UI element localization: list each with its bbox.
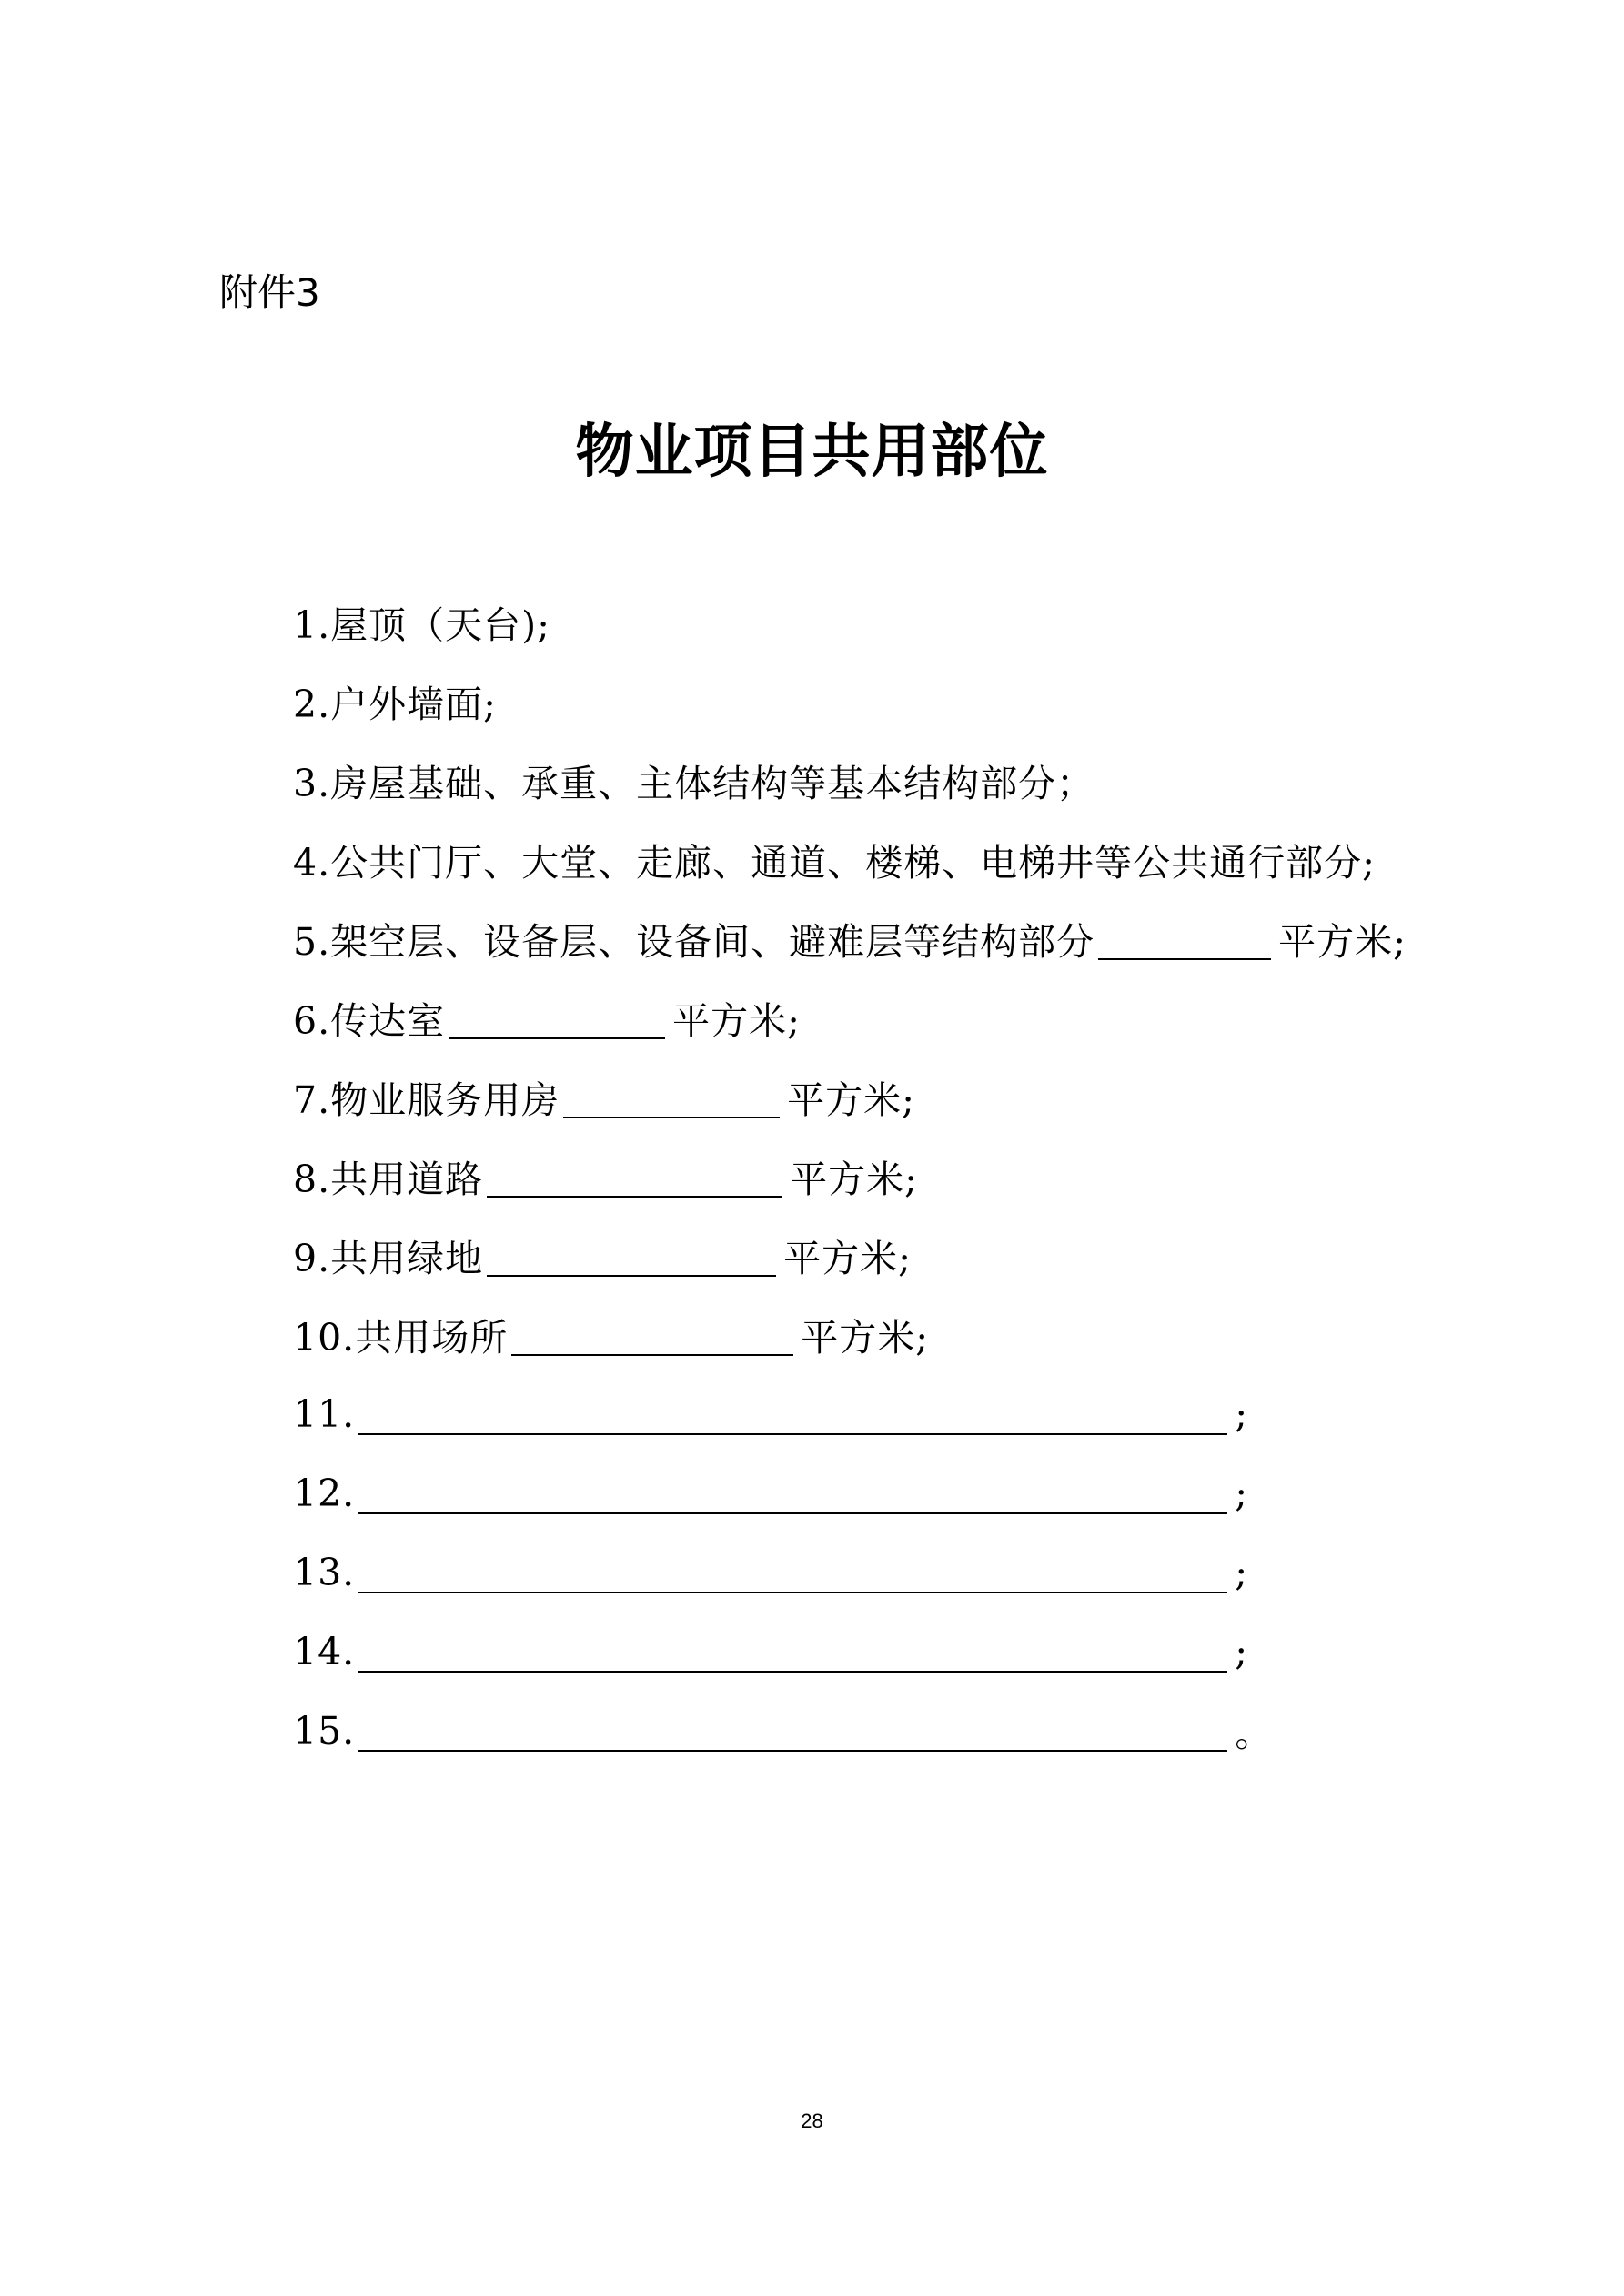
item-text: 1.屋顶（天台); [293,603,550,647]
list-item-blank-13 [293,1532,1476,1612]
item-prefix: 10.共用场所 [293,1316,509,1360]
item-text: 2.户外墙面; [293,683,497,726]
page-number: 28 [801,2109,823,2132]
blank-line [358,1552,1227,1593]
item-suffix: 平方米; [801,1316,930,1360]
item-prefix: 13. [293,1550,356,1594]
item-prefix: 12. [293,1471,356,1515]
item-list [293,582,1476,1770]
item-suffix: 平方米; [787,1078,915,1122]
list-item-overhead-floor [293,899,1476,978]
list-item-shared-green [293,1216,1476,1295]
item-prefix: 14. [293,1629,356,1674]
attachment-label: 附件3 [219,270,320,315]
area-blank-line [563,1077,780,1118]
item-prefix: 8.共用道路 [293,1158,484,1201]
list-item-roof [293,582,1476,662]
item-suffix: ; [1235,1550,1249,1594]
area-blank-line [511,1314,793,1356]
list-item-blank-12 [293,1453,1476,1532]
item-prefix: 5.架空层、设备层、设备间、避难层等结构部分 [293,920,1095,964]
list-item-shared-road [293,1137,1476,1216]
item-text: 3.房屋基础、承重、主体结构等基本结构部分； [293,762,1095,805]
list-item-blank-15 [293,1691,1476,1770]
item-suffix: 平方米; [790,1158,918,1201]
item-prefix: 7.物业服务用房 [293,1078,560,1122]
item-prefix: 9.共用绿地 [293,1237,484,1280]
list-item-reception-room [293,978,1476,1057]
list-item-service-room [293,1057,1476,1137]
area-blank-line [449,997,665,1039]
item-suffix: 平方米; [783,1237,912,1280]
item-suffix: ; [1235,1471,1249,1515]
area-blank-line [487,1235,776,1277]
item-suffix: ; [1235,1629,1249,1674]
item-suffix: ; [1235,1391,1249,1436]
item-prefix: 6.传达室 [293,999,446,1043]
item-suffix: 平方米; [672,999,801,1043]
item-text: 4.公共门厅、大堂、走廊、通道、楼梯、电梯井等公共通行部分; [293,841,1376,885]
list-item-exterior-wall [293,662,1476,741]
blank-line [358,1710,1227,1752]
item-prefix: 11. [293,1391,356,1436]
list-item-basic-structure [293,741,1476,820]
area-blank-line [487,1156,782,1198]
item-suffix: 平方米; [1278,920,1407,964]
item-prefix: 15. [293,1708,356,1753]
list-item-shared-venue [293,1295,1476,1374]
list-item-public-passage [293,820,1476,899]
area-blank-line [1098,918,1271,960]
blank-line [358,1631,1227,1673]
item-suffix: 。 [1235,1712,1274,1755]
blank-line [358,1393,1227,1435]
page-title: 物业项目共用部位 [575,419,1049,486]
list-item-blank-14 [293,1612,1476,1691]
list-item-blank-11 [293,1374,1476,1453]
blank-line [358,1472,1227,1514]
